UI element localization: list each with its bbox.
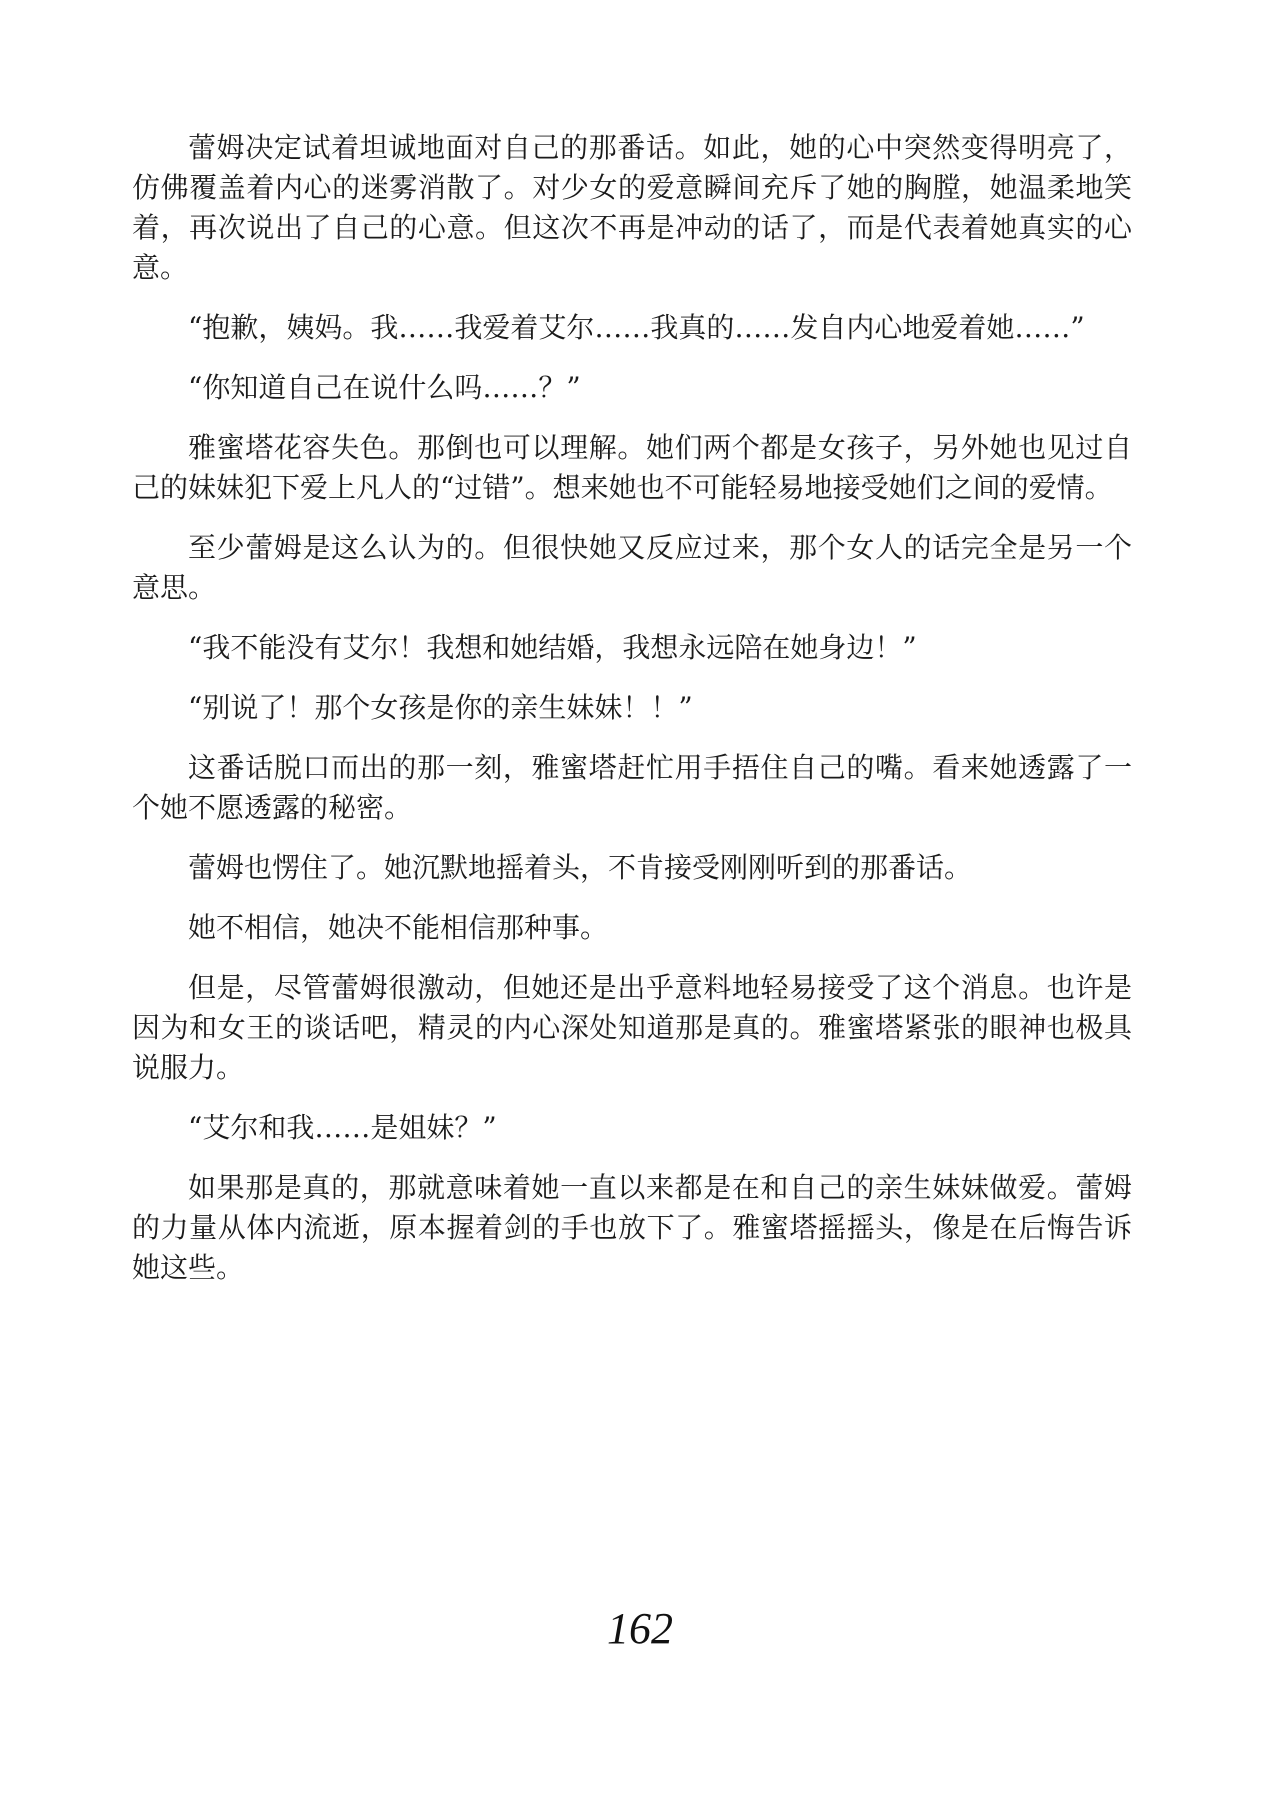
paragraph: 但是，尽管蕾姆很激动，但她还是出乎意料地轻易接受了这个消息。也许是因为和女王的谈话吧，精灵的内心深处知道那是真的。雅蜜塔紧张的眼神也极具说服力。 [132, 971, 1132, 1084]
paragraph: 至少蕾姆是这么认为的。但很快她又反应过来，那个女人的话完全是另一个意思。 [132, 531, 1132, 604]
paragraph: 蕾姆决定试着坦诚地面对自己的那番话。如此，她的心中突然变得明亮了，仿佛覆盖着内心的迷雾消散了。对少女的爱意瞬间充斥了她的胸膛，她温柔地笑着，再次说出了自己的心意。但这次不再是冲动的话了，而是代表着她真实的心意。 [132, 131, 1132, 284]
paragraph: 如果那是真的，那就意味着她一直以来都是在和自己的亲生妹妹做爱。蕾姆的力量从体内流逝，原本握着剑的手也放下了。雅蜜塔摇摇头，像是在后悔告诉她这些。 [132, 1171, 1132, 1284]
paragraph: “你知道自己在说什么吗……？” [188, 371, 581, 404]
page-number: 162 [607, 1604, 673, 1653]
paragraph: 蕾姆也愣住了。她沉默地摇着头，不肯接受刚刚听到的那番话。 [188, 851, 973, 884]
paragraph: “别说了！那个女孩是你的亲生妹妹！！” [188, 691, 693, 724]
paragraph: “艾尔和我……是姐妹？” [188, 1111, 497, 1144]
paragraph: 雅蜜塔花容失色。那倒也可以理解。她们两个都是女孩子，另外她也见过自己的妹妹犯下爱上凡人的“过错”。想来她也不可能轻易地接受她们之间的爱情。 [132, 431, 1132, 504]
paragraph: “我不能没有艾尔！我想和她结婚，我想永远陪在她身边！” [188, 631, 917, 664]
body-text [132, 128, 1132, 1308]
paragraph: 这番话脱口而出的那一刻，雅蜜塔赶忙用手捂住自己的嘴。看来她透露了一个她不愿透露的秘密。 [132, 751, 1132, 824]
paragraph: “抱歉，姨妈。我……我爱着艾尔……我真的……发自内心地爱着她……” [188, 311, 1085, 344]
paragraph: 她不相信，她决不能相信那种事。 [188, 911, 609, 944]
